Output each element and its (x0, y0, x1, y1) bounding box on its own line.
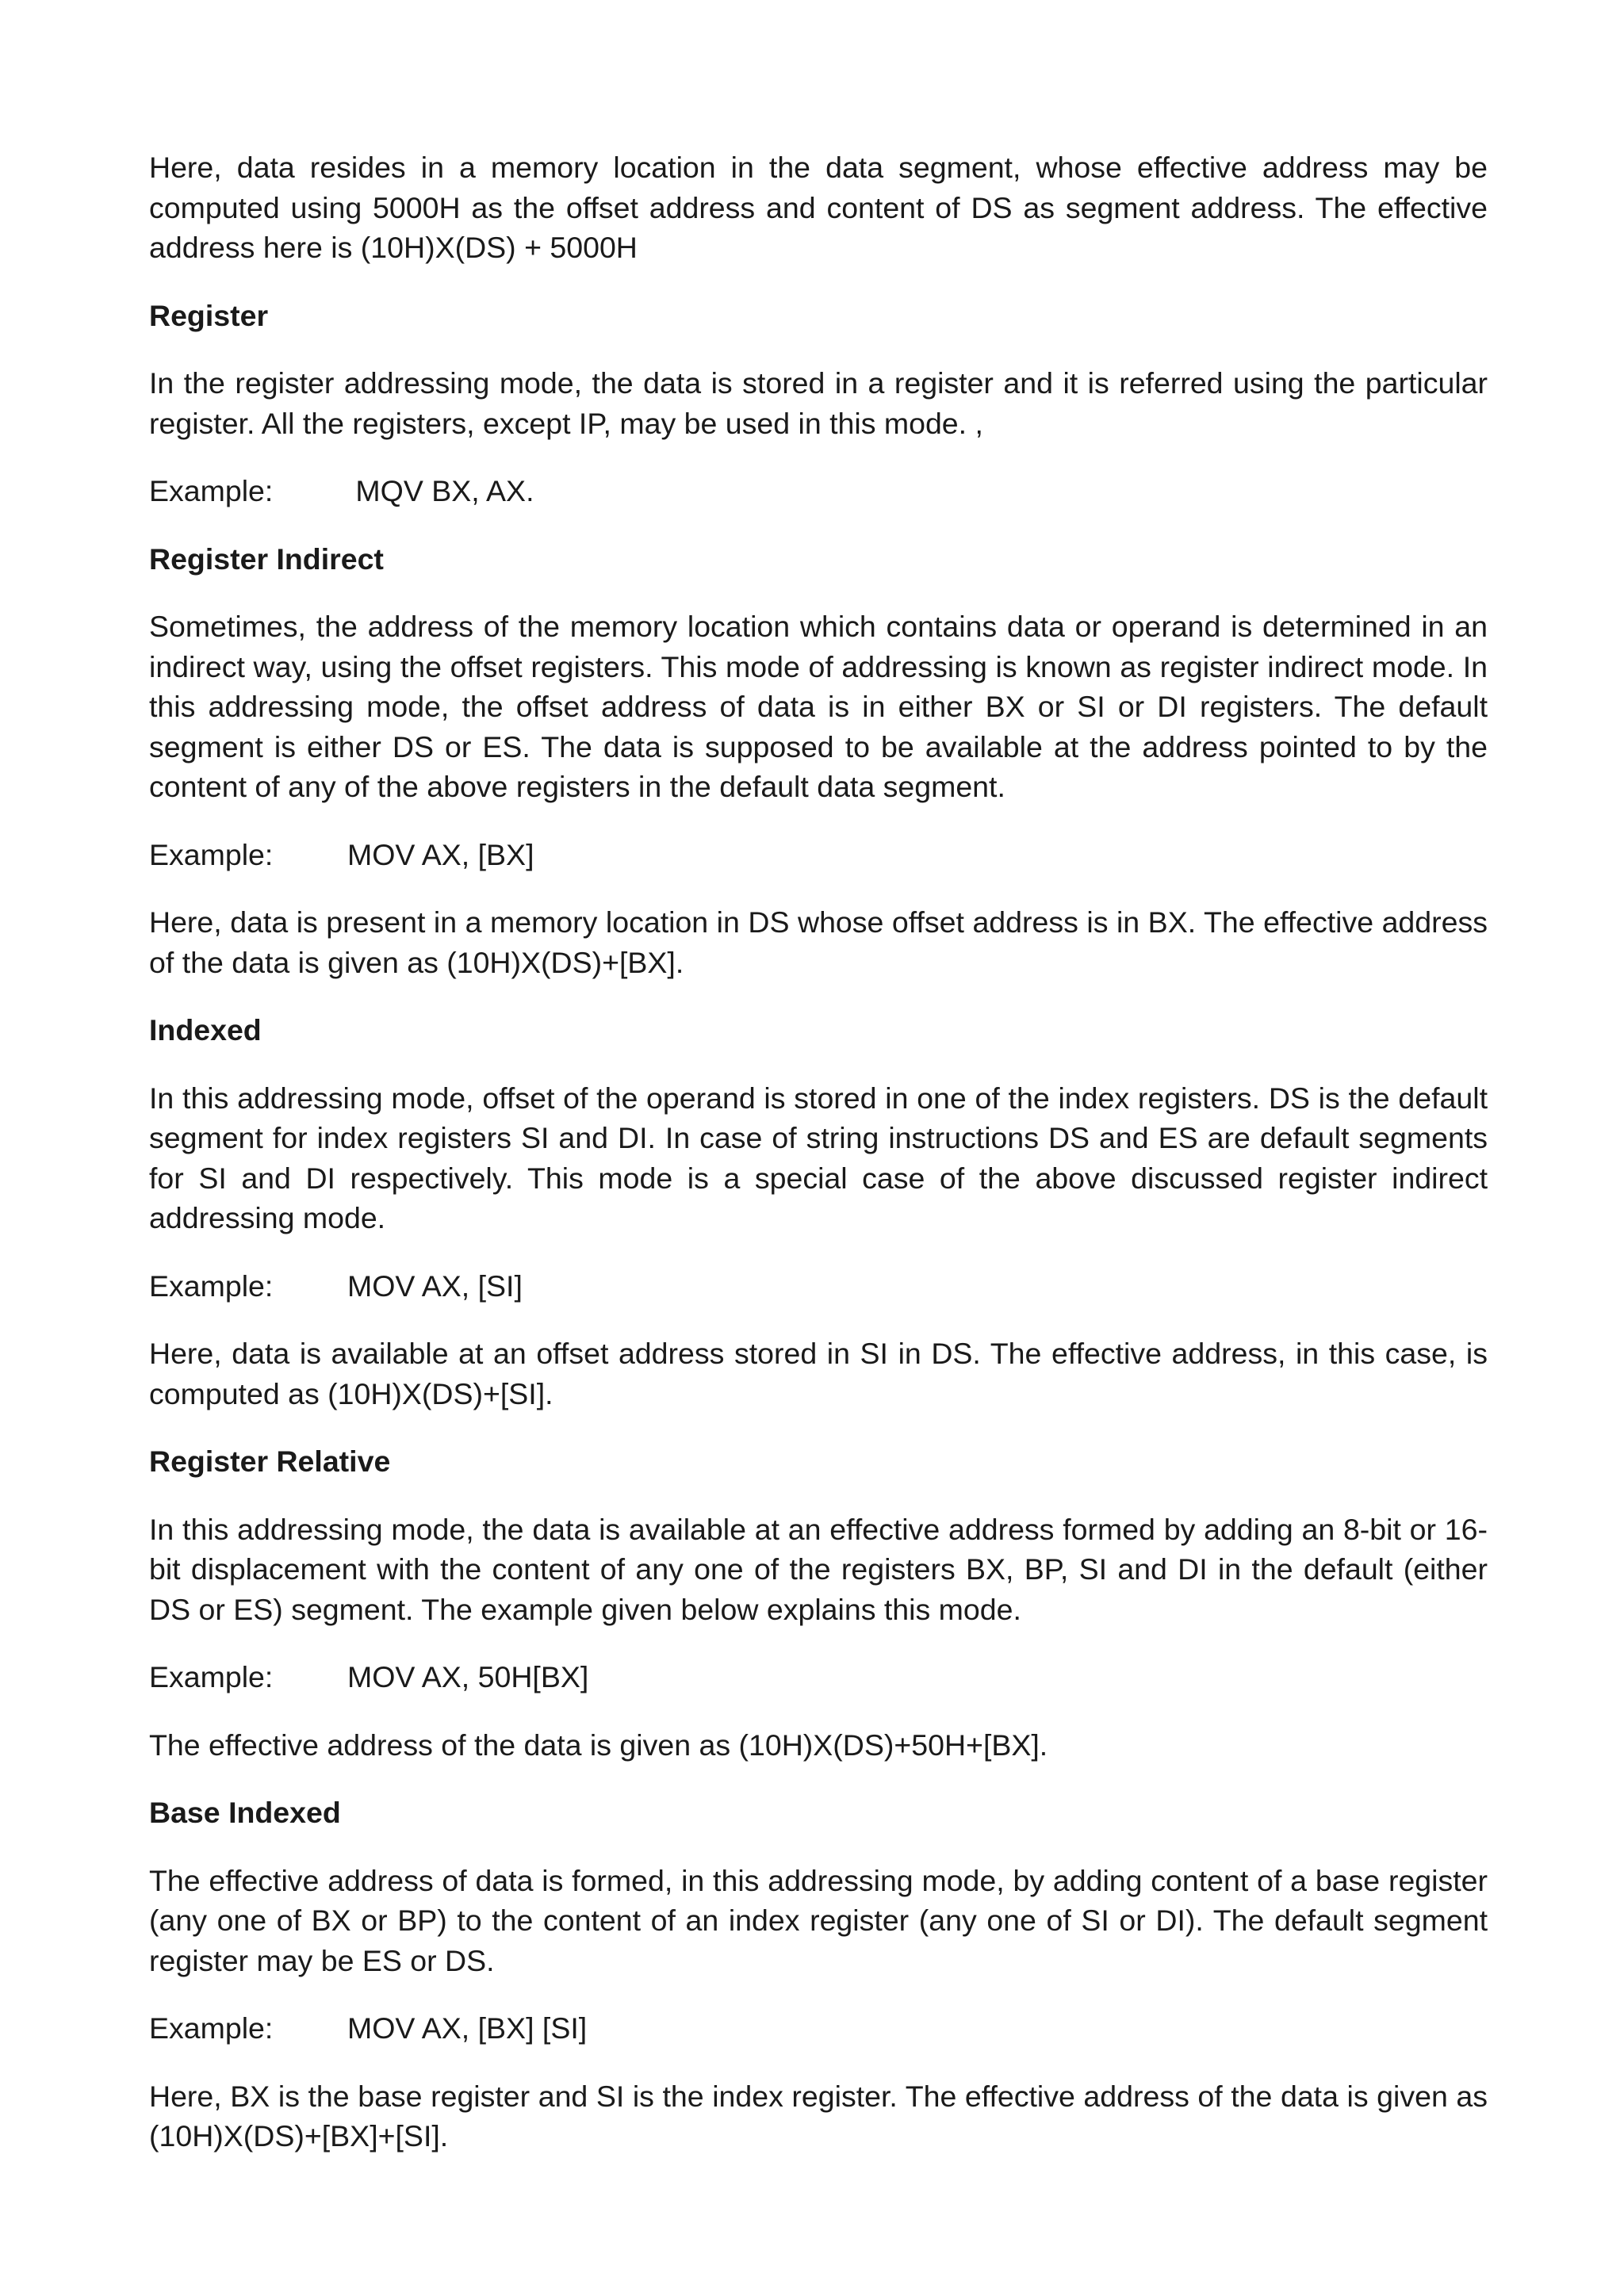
intro-paragraph: Here, data resides in a memory location in the data segment, whose effective address may be computed using 5000H as the offset address and content of DS as segment address. The effective address here is (10H)X(DS) + 5000H (149, 151, 1488, 264)
base-indexed-paragraph: The effective address of data is formed, in this addressing mode, by adding content of a base register (any one of BX or BP) to the content of an index register (any one of SI or DI). The default segment register may be ES or DS. (149, 1863, 1488, 1977)
example-code: MOV AX, [BX] [SI] (347, 2011, 588, 2045)
example-label: Example: (149, 474, 274, 507)
section-heading-indexed: Indexed (149, 1013, 262, 1047)
example-label: Example: (149, 2011, 274, 2045)
section-heading-register: Register (149, 298, 269, 332)
example-code: MQV BX, AX. (347, 474, 534, 507)
base-indexed-example (149, 2008, 1488, 2049)
example-label: Example: (149, 1660, 274, 1693)
section-heading-register-indirect: Register Indirect (149, 541, 384, 576)
register-example (149, 471, 1488, 511)
example-code: MOV AX, [SI] (347, 1269, 523, 1303)
indexed-paragraph: In this addressing mode, offset of the operand is stored in one of the index registers. DS is the default segment for index registers SI and DI. In case of string instructions DS and ES are default segments for SI and DI respectively. This mode is a special case of the above discussed register indirect addressing mode. (149, 1081, 1488, 1234)
indexed-explanation: Here, data is available at an offset address stored in SI in DS. The effective address, in this case, is computed as (10H)X(DS)+[SI]. (149, 1337, 1488, 1410)
register-relative-paragraph: In this addressing mode, the data is available at an effective address formed by adding an 8-bit or 16-bit displacement with the content of any one of the registers BX, BP, SI and DI in the default (either DS or ES) segment. The example given below explains this mode. (149, 1512, 1488, 1626)
register-indirect-explanation: Here, data is present in a memory location in DS whose offset address is in BX. The effective address of the data is given as (10H)X(DS)+[BX]. (149, 905, 1488, 979)
register-relative-explanation: The effective address of the data is given as (10H)X(DS)+50H+[BX]. (149, 1728, 1048, 1762)
section-heading-register-relative: Register Relative (149, 1445, 391, 1478)
example-label: Example: (149, 837, 274, 871)
indexed-example (149, 1266, 1488, 1307)
section-heading-base-indexed: Base Indexed (149, 1796, 341, 1829)
example-code: MOV AX, 50H[BX] (347, 1660, 589, 1693)
register-indirect-paragraph: Sometimes, the address of the memory location which contains data or operand is determined in an indirect way, using the offset registers. This mode of addressing is known as register indirect mode. In this addressing mode, the offset address of data is in either BX or SI or DI registers. The default segment is either DS or ES. The data is supposed to be available at the address pointed to by the content of any of the above registers in the default data segment. (149, 610, 1488, 803)
example-code: MOV AX, [BX] (347, 837, 534, 871)
register-paragraph: In the register addressing mode, the data is stored in a register and it is referred using the particular register. All the registers, except IP, may be used in this mode. , (149, 366, 1488, 440)
register-indirect-example (149, 835, 1488, 875)
register-relative-example (149, 1657, 1488, 1697)
example-label: Example: (149, 1269, 274, 1303)
base-indexed-explanation: Here, BX is the base register and SI is the index register. The effective address of the data is given as (10H)X(DS)+[BX]+[SI]. (149, 2079, 1488, 2152)
document-page (149, 147, 1488, 2184)
